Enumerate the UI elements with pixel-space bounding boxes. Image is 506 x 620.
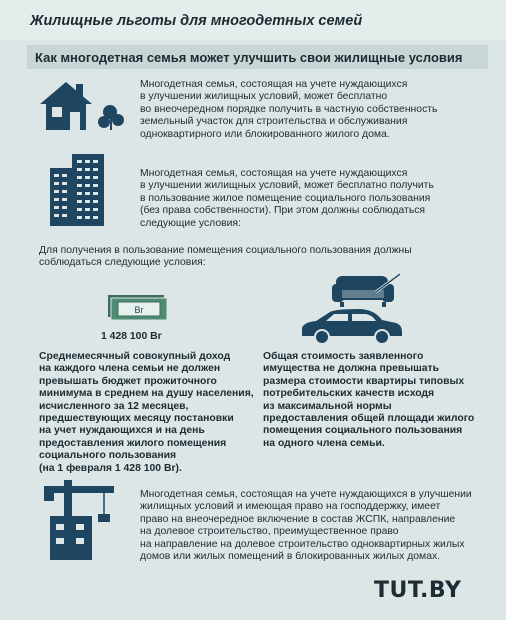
page-subtitle: Как многодетная семья может улучшить свои жилищные условия: [35, 50, 463, 65]
income-text-line: предоставления жилого помещения: [39, 437, 227, 449]
banknote-amount: 1 428 100 Br: [101, 331, 162, 342]
page-title: Жилищные льготы для многодетных семей: [30, 13, 363, 29]
income-text-line: превышать бюджет прожиточного: [39, 375, 217, 387]
house-text-line: одноквартирного или блокированного жилого дома.: [140, 128, 390, 140]
property-text-line: имущества не должна превышать: [263, 363, 440, 375]
income-text-line: социального пользования: [39, 450, 177, 462]
sofa-icon: [332, 270, 404, 310]
apartment-text-line: (без права собственности). При этом должны соблюдаться: [140, 205, 426, 217]
income-text-line: минимума в среднем на душу населения,: [39, 388, 254, 400]
apartment-text-line: следующие условия:: [140, 217, 241, 229]
house-text-line: в улучшении жилищных условий, может бесплатно: [140, 91, 388, 103]
construction-text-line: Многодетная семья, состоящая на учете нуждающихся в улучшении: [140, 489, 472, 500]
house-text: [140, 79, 437, 141]
construction-text: [140, 489, 472, 563]
construction-text-line: право на внеочередное включение в состав ЖСПК, направление: [140, 513, 456, 525]
subtitle-bar: [27, 45, 488, 69]
property-text-line: потребительских качеств исходя: [263, 388, 435, 400]
income-text-line: исчисленного за 12 месяцев,: [39, 400, 189, 412]
construction-crane-icon: [40, 480, 118, 562]
house-text-line: во внеочередном порядке получить в частную собственность: [140, 103, 438, 115]
house-text-line: Многодетная семья, состоящая на учете нуждающихся: [140, 79, 408, 90]
income-text-line: (на 1 февраля 1 428 100 Br).: [39, 462, 182, 474]
tutby-logo[interactable]: TUT.BY: [374, 578, 462, 603]
banknotes-icon: [106, 293, 170, 323]
car-icon: [296, 306, 406, 346]
property-text: [263, 351, 474, 450]
property-text-line: размера стоимости квартиры типовых: [263, 375, 465, 387]
apartment-text-line: в улучшении жилищных условий, может бесплатно получить: [140, 180, 434, 192]
construction-text-line: жилищных условий и имеющая право на господдержку, имеет: [140, 501, 441, 513]
house-text-line: земельный участок для строительства и обслуживания: [140, 116, 408, 128]
construction-text-line: домов или жилых помещений в блокированных жилых домах.: [140, 551, 441, 563]
property-text-line: из максимальной нормы: [263, 400, 392, 412]
income-text-line: на каждого члена семьи не должен: [39, 363, 221, 375]
apartment-building-icon: [48, 152, 108, 228]
property-text-line: Общая стоимость заявленного: [263, 351, 424, 362]
construction-text-line: на направление на долевое строительство одноквартирных жилых: [140, 538, 465, 550]
income-text-line: Среднемесячный совокупный доход: [39, 351, 231, 362]
header-band: [0, 0, 506, 40]
property-text-line: на одного члена семьи.: [263, 437, 385, 449]
property-text-line: помещения социального пользования: [263, 425, 463, 437]
apartment-text-line: в пользование жилое помещение социального пользования: [140, 192, 431, 204]
house-icon: [38, 80, 128, 132]
income-text-line: на учет нуждающихся и на день: [39, 425, 205, 437]
property-text-line: предоставления общей площади жилого: [263, 413, 475, 425]
income-text: [39, 351, 254, 475]
apartment-text-line: Многодетная семья, состоящая на учете нуждающихся: [140, 168, 408, 179]
apartment-text: [140, 168, 434, 230]
income-text-line: предшествующих месяцу постановки: [39, 413, 234, 425]
conditions-intro-line: Для получения в пользование помещения социального пользования должны: [39, 245, 412, 256]
conditions-intro: [39, 245, 412, 270]
banknote-currency: Br: [134, 305, 144, 315]
construction-text-line: на долевое строительство, преимущественное право: [140, 526, 399, 538]
conditions-intro-line: соблюдаться следующие условия:: [39, 257, 206, 269]
